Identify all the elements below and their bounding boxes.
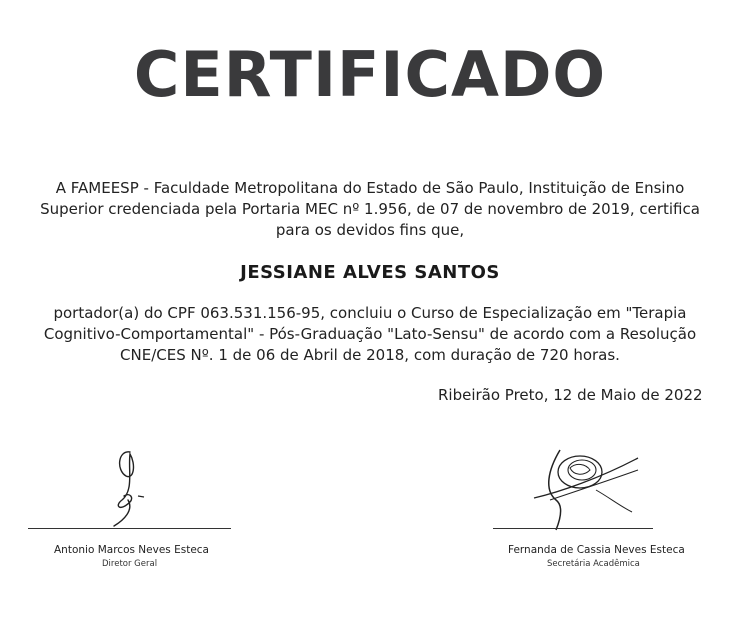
intro-paragraph xyxy=(0,178,740,241)
recipient-name: JESSIANE ALVES SANTOS xyxy=(240,262,500,283)
intro-line-1: A FAMEESP - Faculdade Metropolitana do Estado de São Paulo, Instituição de Ensino xyxy=(55,179,685,197)
signature-line-director xyxy=(28,528,231,529)
body-paragraph xyxy=(0,303,740,366)
body-line-2: Cognitivo-Comportamental" - Pós-Graduação "Lato-Sensu" de acordo com a Resolução xyxy=(43,325,697,343)
signatory-role-director: Diretor Geral xyxy=(102,559,158,569)
signatory-role-secretary: Secretária Acadêmica xyxy=(547,559,640,569)
signature-line-secretary xyxy=(493,528,653,529)
body-line-3: CNE/CES Nº. 1 de 06 de Abril de 2018, com duração de 720 horas. xyxy=(120,346,620,364)
signature-director-image xyxy=(100,440,170,530)
signature-secretary-image xyxy=(520,440,640,535)
intro-line-2: Superior credenciada pela Portaria MEC nº 1.956, de 07 de novembro de 2019, certifica xyxy=(40,200,700,218)
place-date: Ribeirão Preto, 12 de Maio de 2022 xyxy=(438,386,703,404)
signatory-name-director: Antonio Marcos Neves Esteca xyxy=(54,544,209,556)
body-line-1: portador(a) do CPF 063.531.156-95, concluiu o Curso de Especialização em "Terapia xyxy=(53,304,687,322)
signatory-name-secretary: Fernanda de Cassia Neves Esteca xyxy=(508,544,685,556)
intro-line-3: para os devidos fins que, xyxy=(275,221,465,239)
certificate-title: CERTIFICADO xyxy=(133,38,607,111)
